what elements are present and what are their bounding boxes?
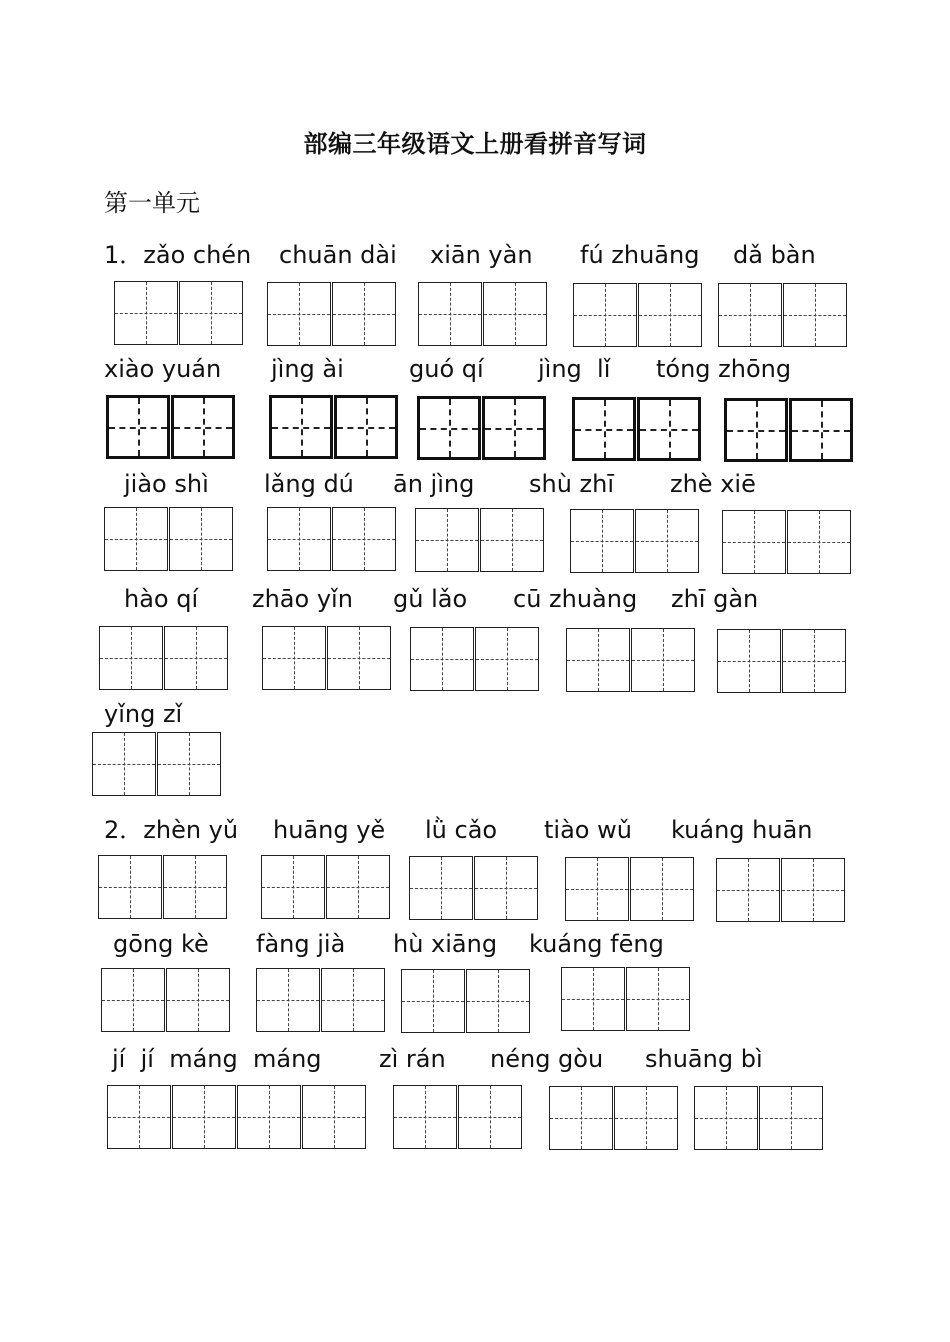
writing-box-group[interactable] — [724, 398, 853, 462]
writing-box-group[interactable] — [561, 967, 690, 1031]
writing-box-group[interactable] — [267, 507, 396, 571]
writing-cell[interactable] — [570, 509, 634, 573]
writing-cell[interactable] — [482, 396, 546, 460]
writing-cell[interactable] — [722, 510, 786, 574]
writing-box-group[interactable] — [549, 1086, 678, 1150]
pinyin-label: lǎng dú — [264, 470, 354, 498]
pinyin-label: lǜ cǎo — [425, 816, 498, 844]
writing-cell[interactable] — [101, 968, 165, 1032]
writing-cell[interactable] — [104, 507, 168, 571]
writing-box-group[interactable] — [572, 397, 701, 461]
writing-box-group[interactable] — [409, 856, 538, 920]
writing-cell[interactable] — [782, 629, 846, 693]
writing-cell[interactable] — [169, 507, 233, 571]
pinyin-label: kuáng huān — [671, 816, 813, 844]
writing-cell[interactable] — [483, 282, 547, 346]
writing-cell[interactable] — [561, 967, 625, 1031]
writing-cell[interactable] — [163, 855, 227, 919]
writing-box-group[interactable] — [565, 857, 694, 921]
pinyin-label: zhī gàn — [671, 585, 759, 613]
writing-cell[interactable] — [759, 1086, 823, 1150]
writing-cell[interactable] — [256, 968, 320, 1032]
writing-cell[interactable] — [164, 626, 228, 690]
pinyin-label: jìng lǐ — [538, 355, 611, 383]
writing-cell[interactable] — [475, 627, 539, 691]
writing-box-group[interactable] — [694, 1086, 823, 1150]
writing-box-group[interactable] — [410, 627, 539, 691]
pinyin-label: dǎ bàn — [733, 241, 816, 269]
writing-cell[interactable] — [637, 397, 701, 461]
writing-box-group[interactable] — [104, 507, 233, 571]
writing-box-group[interactable] — [573, 283, 702, 347]
writing-box-group[interactable] — [393, 1085, 522, 1149]
writing-box-group[interactable] — [418, 282, 547, 346]
writing-cell[interactable] — [781, 858, 845, 922]
writing-box-group[interactable] — [106, 395, 235, 459]
writing-cell[interactable] — [393, 1085, 457, 1149]
pinyin-label: gǔ lǎo — [393, 585, 468, 613]
writing-cell[interactable] — [415, 508, 479, 572]
writing-cell[interactable] — [171, 395, 235, 459]
writing-cell[interactable] — [321, 968, 385, 1032]
pinyin-label: fàng jià — [256, 930, 346, 958]
writing-cell[interactable] — [326, 855, 390, 919]
pinyin-label: cū zhuàng — [513, 585, 638, 613]
writing-cell[interactable] — [565, 857, 629, 921]
writing-box-group[interactable] — [256, 968, 385, 1032]
pinyin-label: huāng yě — [273, 816, 386, 844]
writing-box-group[interactable] — [570, 509, 699, 573]
pinyin-label: zhāo yǐn — [252, 585, 353, 613]
writing-cell[interactable] — [630, 857, 694, 921]
pinyin-label: kuáng fēng — [529, 930, 664, 958]
writing-box-group[interactable] — [269, 395, 398, 459]
writing-cell[interactable] — [401, 969, 465, 1033]
pinyin-label: ān jìng — [393, 470, 475, 498]
pinyin-label: guó qí — [409, 355, 484, 383]
writing-cell[interactable] — [474, 856, 538, 920]
pinyin-label: tóng zhōng — [656, 355, 792, 383]
writing-cell[interactable] — [166, 968, 230, 1032]
writing-box-group[interactable] — [566, 628, 695, 692]
writing-box-group[interactable] — [267, 282, 396, 346]
writing-cell[interactable] — [98, 855, 162, 919]
writing-cell[interactable] — [327, 626, 391, 690]
pinyin-label: jí jí máng máng — [112, 1045, 322, 1073]
writing-cell[interactable] — [92, 732, 156, 796]
writing-box-group[interactable] — [401, 969, 530, 1033]
writing-cell[interactable] — [334, 395, 398, 459]
pinyin-label: gōng kè — [113, 930, 209, 958]
writing-cell[interactable] — [332, 282, 396, 346]
pinyin-label: néng gòu — [490, 1045, 604, 1073]
writing-cell[interactable] — [638, 283, 702, 347]
writing-cell[interactable] — [717, 629, 781, 693]
page-title: 部编三年级语文上册看拼音写词 — [303, 130, 647, 158]
writing-box-group[interactable] — [261, 855, 390, 919]
writing-box-group[interactable] — [99, 626, 228, 690]
writing-cell[interactable] — [179, 281, 243, 345]
writing-cell[interactable] — [106, 395, 170, 459]
writing-cell[interactable] — [417, 396, 481, 460]
writing-box-group[interactable] — [101, 968, 230, 1032]
writing-box-group[interactable] — [114, 281, 243, 345]
writing-box-group[interactable] — [717, 629, 846, 693]
pinyin-label: yǐng zǐ — [104, 700, 183, 728]
writing-cell[interactable] — [789, 398, 853, 462]
writing-cell[interactable] — [635, 509, 699, 573]
writing-box-group[interactable] — [417, 396, 546, 460]
writing-box-group[interactable] — [718, 283, 847, 347]
writing-cell[interactable] — [466, 969, 530, 1033]
pinyin-label: hù xiāng — [393, 930, 498, 958]
writing-cell[interactable] — [573, 283, 637, 347]
pinyin-label: chuān dài — [279, 241, 397, 269]
pinyin-label: fú zhuāng — [580, 241, 700, 269]
writing-cell[interactable] — [302, 1085, 366, 1149]
writing-cell[interactable] — [99, 626, 163, 690]
writing-box-group[interactable] — [716, 858, 845, 922]
writing-cell[interactable] — [566, 628, 630, 692]
writing-box-group[interactable] — [107, 1085, 366, 1149]
writing-box-group[interactable] — [722, 510, 851, 574]
writing-cell[interactable] — [480, 508, 544, 572]
writing-cell[interactable] — [157, 732, 221, 796]
writing-cell[interactable] — [114, 281, 178, 345]
writing-cell[interactable] — [626, 967, 690, 1031]
writing-box-group[interactable] — [415, 508, 544, 572]
writing-cell[interactable] — [549, 1086, 613, 1150]
writing-box-group[interactable] — [98, 855, 227, 919]
pinyin-label: shù zhī — [529, 470, 615, 498]
writing-cell[interactable] — [718, 283, 782, 347]
writing-cell[interactable] — [267, 507, 331, 571]
writing-cell[interactable] — [572, 397, 636, 461]
pinyin-label: xiān yàn — [430, 241, 533, 269]
writing-cell[interactable] — [261, 855, 325, 919]
pinyin-label: zì rán — [379, 1045, 446, 1073]
pinyin-label: zhè xiē — [670, 470, 756, 498]
writing-cell[interactable] — [631, 628, 695, 692]
pinyin-label: jìng ài — [271, 355, 344, 383]
writing-cell[interactable] — [269, 395, 333, 459]
writing-cell[interactable] — [107, 1085, 171, 1149]
pinyin-label: shuāng bì — [645, 1045, 763, 1073]
writing-cell[interactable] — [418, 282, 482, 346]
writing-cell[interactable] — [614, 1086, 678, 1150]
pinyin-label: 2．zhèn yǔ — [104, 816, 239, 844]
writing-cell[interactable] — [262, 626, 326, 690]
pinyin-label: 1．zǎo chén — [104, 241, 252, 269]
writing-cell[interactable] — [724, 398, 788, 462]
pinyin-label: hào qí — [124, 585, 199, 613]
pinyin-label: jiào shì — [124, 470, 209, 498]
pinyin-label: tiào wǔ — [544, 816, 632, 844]
writing-cell[interactable] — [267, 282, 331, 346]
writing-cell[interactable] — [410, 627, 474, 691]
writing-cell[interactable] — [783, 283, 847, 347]
writing-cell[interactable] — [694, 1086, 758, 1150]
writing-cell[interactable] — [237, 1085, 301, 1149]
writing-box-group[interactable] — [262, 626, 391, 690]
writing-cell[interactable] — [716, 858, 780, 922]
writing-cell[interactable] — [458, 1085, 522, 1149]
writing-box-group[interactable] — [92, 732, 221, 796]
pinyin-label: xiào yuán — [104, 355, 222, 383]
unit-heading: 第一单元 — [104, 189, 200, 217]
writing-cell[interactable] — [787, 510, 851, 574]
writing-cell[interactable] — [409, 856, 473, 920]
writing-cell[interactable] — [172, 1085, 236, 1149]
writing-cell[interactable] — [332, 507, 396, 571]
